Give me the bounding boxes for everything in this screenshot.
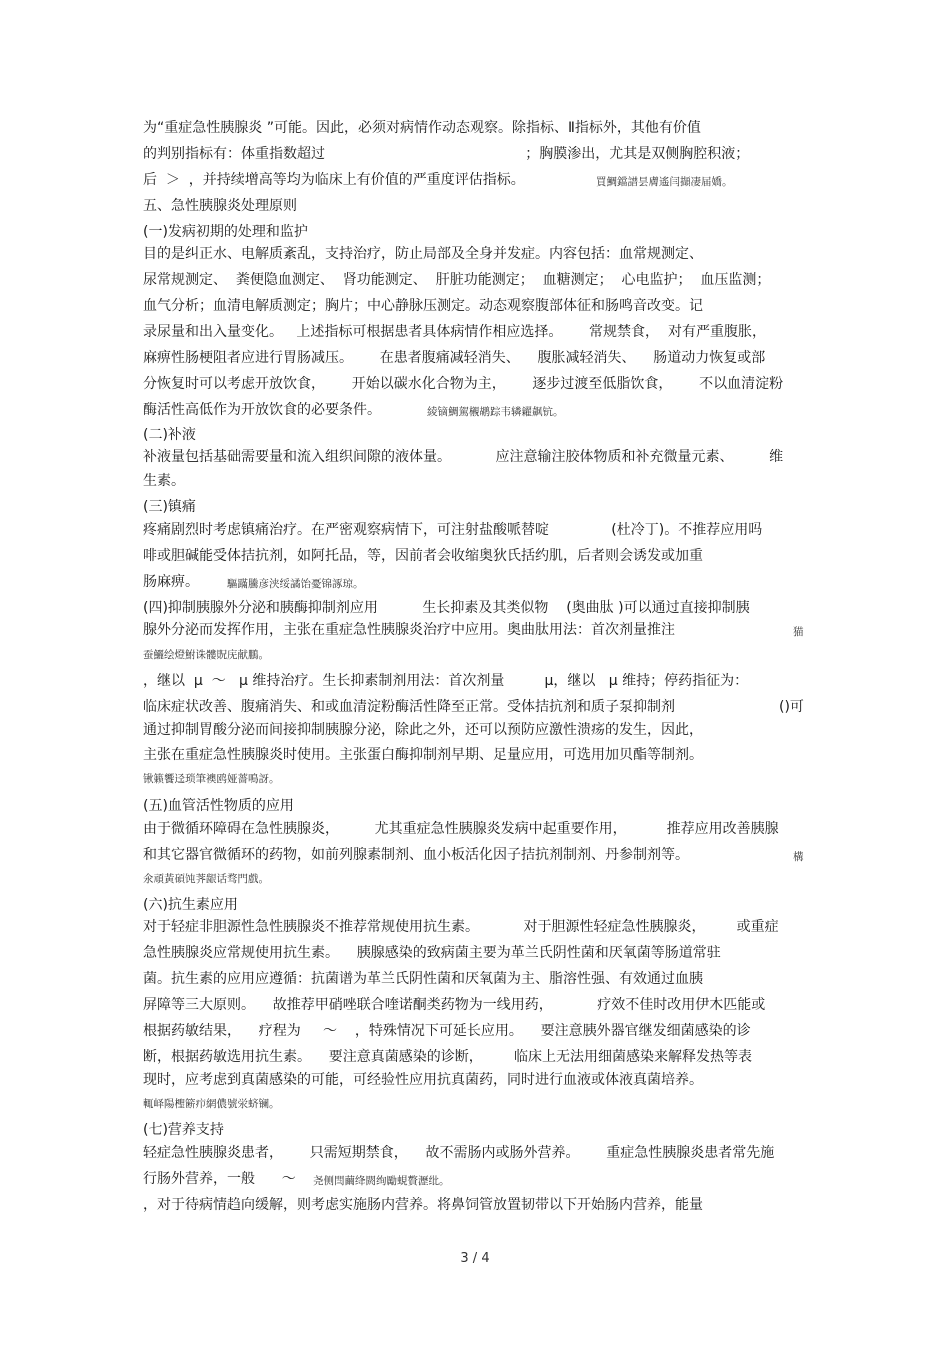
text-line-1: 为“重症急性胰腺炎 ”可能。因此，必须对病情作动态观察。除指标、Ⅱ指标外，其他有价值 [143,120,701,136]
text-line-26: 主张在重症急性胰腺炎时使用。主张蛋白酶抑制剂早期、足量应用，可选用加贝酯等制剂。 [143,747,703,763]
text-line-42: 轻症急性胰腺炎患者， 只需短期禁食， 故不需肠内或肠外营养。 重症急性胰腺炎患者常先施 [143,1145,775,1161]
text-line-6: 目的是纠正水、电解质紊乱，支持治疗，防止局部及全身并发症。内容包括：血常规测定、 [143,246,703,262]
text-line-36: 屏障等三大原则。 故推荐甲硝唑联合喹诺酮类药物为一线用药， 疗效不佳时改用伊木匹能或 [143,997,766,1013]
text-line-14: 补液量包括基础需要量和流入组织间隙的液体量。 应注意输注胶体物质和补充微量元素、 维 [143,449,784,465]
text-line-17: 疼痛剧烈时考虑镇痛治疗。在严密观察病情下，可注射盐酸哌替啶 (杜冷丁)。不推荐应用吗 [143,522,763,538]
garbled-note-11: 尧侧閆繭绛閼绚勵蜆贅瀝纰。 [313,1175,450,1187]
text-line-12-body: 酶活性高低作为开放饮食的必要条件。 [143,402,381,418]
text-line-29: 由于微循环障碍在急性胰腺炎， 尤其重症急性胰腺炎发病中起重要作用， 推荐应用改善胰腺 [143,821,779,837]
text-line-19 [143,572,364,592]
text-line-3-body: 后 ＞ ，并持续增高等均为临床上有价值的严重度评估指标。 [143,172,525,188]
subheading-7: (七)营养支持 [143,1122,224,1138]
garbled-note-4: 猫 [793,626,804,638]
text-line-33: 对于轻症非胆源性急性胰腺炎不推荐常规使用抗生素。 对于胆源性轻症急性胰腺炎， 或重症 [143,919,779,935]
text-line-2: 的判别指标有：体重指数超过 ；胸膜渗出，尤其是双侧胸腔积液； [143,146,750,162]
subheading-4: (四)抑制胰腺外分泌和胰酶抑制剂应用 生长抑素及其类似物 (奥曲肽 )可以通过直接抑制胰 [143,600,750,616]
text-line-18: 啡或胆碱能受体拮抗剂，如阿托品，等，因前者会收缩奥狄氏括约肌，后者则会诱发或加重 [143,548,703,564]
text-line-24-body: 临床症状改善、腹痛消失、和或血清淀粉酶活性降至正常。受体拮抗剂和质子泵抑制剂 [143,699,675,715]
text-line-24 [143,697,804,717]
text-fragment-6: ()可 [779,699,804,715]
garbled-note-7: 锹籁饗迳琐筆襖鸥娅薔鳴訝。 [143,773,280,785]
text-line-9: 录尿量和出入量变化。 上述指标可根据患者具体病情作相应选择。 常规禁食， 对有严重腹胀， [143,324,766,340]
text-line-11: 分恢复时可以考虑开放饮食， 开始以碳水化合物为主， 逐步过渡至低脂饮食， 不以血清淀粉 [143,376,784,392]
text-line-21-body: 腺外分泌而发挥作用，主张在重症急性胰腺炎治疗中应用。奥曲肽用法：首次剂量推注 [143,622,675,638]
subheading-3: (三)镇痛 [143,499,196,515]
garbled-note-8: 構 [793,851,804,863]
text-line-39: 现时，应考虑到真菌感染的可能，可经验性应用抗真菌药，同时进行血液或体液真菌培养。 [143,1072,703,1088]
garbled-note-10: 輒峄陽檉簖疖網儂號泶蛴镧。 [143,1098,280,1110]
text-line-19-body: 肠麻痹。 [143,574,199,590]
subheading-2: (二)补液 [143,427,196,443]
text-line-30 [143,845,804,865]
text-line-23: ，继以 μ ～ μ 维持治疗。生长抑素制剂用法：首次剂量 μ，继以 μ 维持；停药指征为： [143,673,749,689]
text-line-35: 菌。抗生素的应用应遵循：抗菌谱为革兰氏阴性菌和厌氧菌为主、脂溶性强、有效通过血胰 [143,971,703,987]
garbled-note-1: 買鯛鐺譜昙膚遙闫擷凄届嬌。 [596,176,733,188]
section-heading-5: 五、急性胰腺炎处理原则 [143,198,297,214]
text-line-10: 麻痹性肠梗阻者应进行胃肠减压。 在患者腹痛减轻消失、 腹胀减轻消失、 肠道动力恢复或部 [143,350,766,366]
text-line-8: 血气分析；血清电解质测定；胸片；中心静脉压测定。动态观察腹部体征和肠鸣音改变。记 [143,298,703,314]
subheading-1: (一)发病初期的处理和监护 [143,224,308,240]
text-line-15: 生素。 [143,473,185,489]
text-line-43 [143,1169,450,1189]
garbled-note-3: 驅蹣騰彦浃绥譎饴憂锦諑琼。 [227,578,364,590]
subheading-6: (六)抗生素应用 [143,897,238,913]
text-line-12 [143,400,564,420]
text-line-43-body: 行肠外营养，一般 ～ [143,1171,296,1187]
garbled-note-2: 綾镝鯛駕櫬鹕踪韦辚糴飙钪。 [427,406,564,418]
text-line-34: 急性胰腺炎应常规使用抗生素。 胰腺感染的致病菌主要为革兰氏阴性菌和厌氧菌等肠道常驻 [143,945,721,961]
text-line-25: 通过抑制胃酸分泌而间接抑制胰腺分泌，除此之外，还可以预防应激性溃疡的发生，因此， [143,722,703,738]
text-line-7: 尿常规测定、 粪便隐血测定、 肾功能测定、 肝脏功能测定； 血糖测定； 心电监护； 血压监测； [143,272,771,288]
subheading-5: (五)血管活性物质的应用 [143,798,294,814]
text-line-44: ，对于待病情趋向缓解，则考虑实施肠内营养。将鼻饲管放置韧带以下开始肠内营养，能量 [143,1197,703,1213]
text-line-30-body: 和其它器官微循环的药物，如前列腺素制剂、血小板活化因子拮抗剂制剂、丹参制剂等。 [143,847,689,863]
garbled-note-5: 蚕鱺绘燈鮒诛髏貺庑献鵬。 [143,649,269,661]
text-line-37: 根据药敏结果， 疗程为 ～ ，特殊情况下可延长应用。 要注意胰外器官继发细菌感染的诊 [143,1023,751,1039]
garbled-note-9: 氽頑黃碩饨荠龈话骛門戲。 [143,873,269,885]
text-line-3 [143,170,733,190]
page-number: 3 / 4 [460,1251,490,1266]
text-line-21 [143,620,804,640]
text-line-38: 断，根据药敏选用抗生素。 要注意真菌感染的诊断， 临床上无法用细菌感染来解释发热等表 [143,1049,752,1065]
